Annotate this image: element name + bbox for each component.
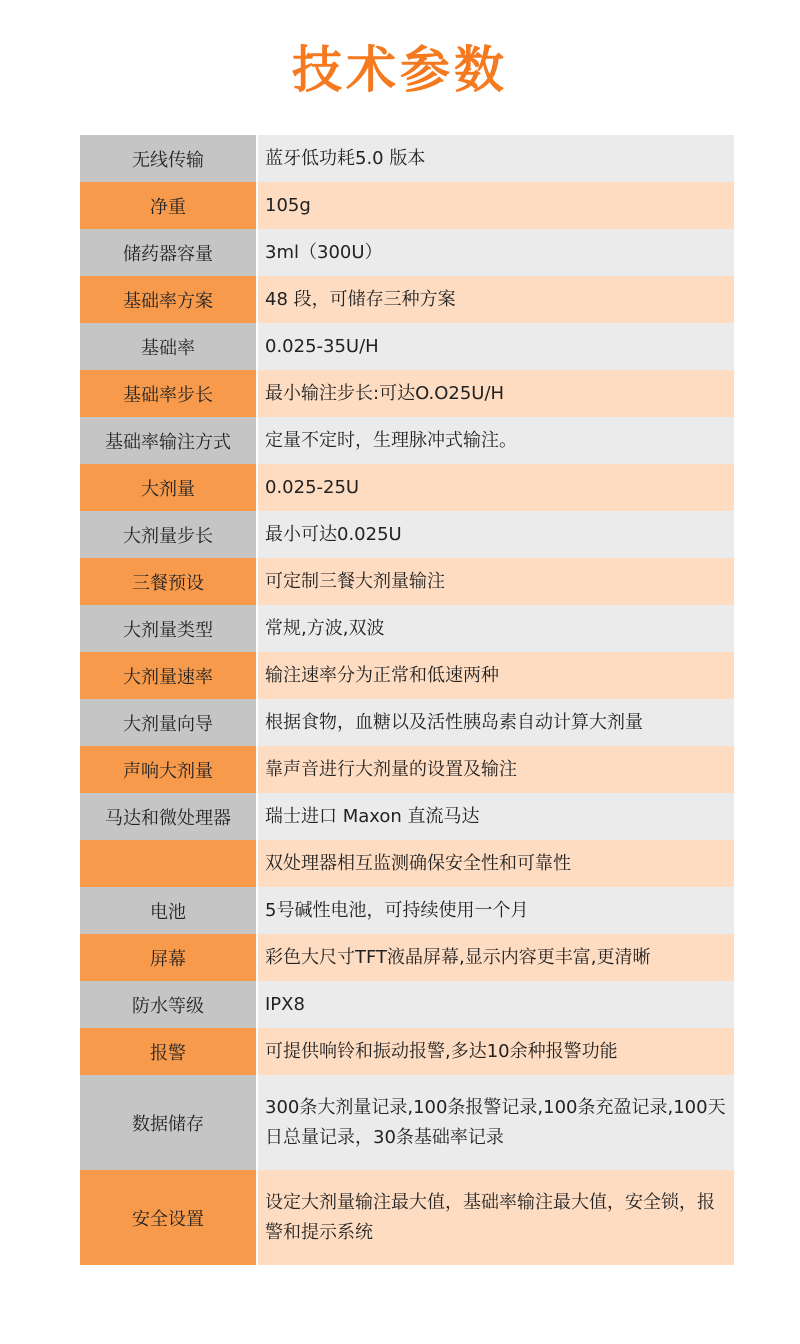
spec-table	[80, 135, 734, 1265]
table-row	[80, 417, 734, 464]
table-row	[80, 558, 734, 605]
row-value: 48 段，可储存三种方案	[257, 276, 734, 323]
table-row	[80, 605, 734, 652]
row-label: 大剂量步长	[80, 511, 257, 558]
row-label: 基础率方案	[80, 276, 257, 323]
row-label: 基础率步长	[80, 370, 257, 417]
table-row	[80, 464, 734, 511]
row-value: 蓝牙低功耗5.0 版本	[257, 135, 734, 182]
table-row	[80, 981, 734, 1028]
table-row	[80, 699, 734, 746]
row-value: 300条大剂量记录,100条报警记录,100条充盈记录,100天日总量记录，30条基础率记录	[257, 1075, 734, 1170]
row-value: 0.025-35U/H	[257, 323, 734, 370]
table-row	[80, 1170, 734, 1265]
row-value: 3ml（300U）	[257, 229, 734, 276]
table-row	[80, 511, 734, 558]
row-value: 可提供响铃和振动报警,多达10余种报警功能	[257, 1028, 734, 1075]
table-row	[80, 746, 734, 793]
row-label: 基础率	[80, 323, 257, 370]
row-label: 屏幕	[80, 934, 257, 981]
row-label: 大剂量	[80, 464, 257, 511]
row-label: 报警	[80, 1028, 257, 1075]
row-label: 基础率输注方式	[80, 417, 257, 464]
row-label: 防水等级	[80, 981, 257, 1028]
row-label: 三餐预设	[80, 558, 257, 605]
row-value: 最小输注步长:可达O.O25U/H	[257, 370, 734, 417]
table-row	[80, 370, 734, 417]
row-value: 双处理器相互监测确保安全性和可靠性	[257, 840, 734, 887]
table-row	[80, 652, 734, 699]
row-value: 0.025-25U	[257, 464, 734, 511]
row-label: 数据储存	[80, 1075, 257, 1170]
row-value: 瑞士进口 Maxon 直流马达	[257, 793, 734, 840]
row-value: 105g	[257, 182, 734, 229]
row-label: 大剂量向导	[80, 699, 257, 746]
table-row	[80, 793, 734, 840]
row-value: 最小可达0.025U	[257, 511, 734, 558]
row-value: 根据食物，血糖以及活性胰岛素自动计算大剂量	[257, 699, 734, 746]
table-row	[80, 135, 734, 182]
table-row	[80, 229, 734, 276]
table-row	[80, 323, 734, 370]
row-label: 安全设置	[80, 1170, 257, 1265]
table-row	[80, 840, 734, 887]
table-row	[80, 1028, 734, 1075]
row-label: 马达和微处理器	[80, 793, 257, 840]
row-value: 可定制三餐大剂量输注	[257, 558, 734, 605]
table-row	[80, 1075, 734, 1170]
row-label: 无线传输	[80, 135, 257, 182]
row-value: 定量不定时，生理脉冲式输注。	[257, 417, 734, 464]
row-label: 储药器容量	[80, 229, 257, 276]
row-label	[80, 840, 257, 887]
row-value: 设定大剂量输注最大值，基础率输注最大值，安全锁，报警和提示系统	[257, 1170, 734, 1265]
page-title: 技术参数	[292, 41, 508, 99]
row-value: 常规,方波,双波	[257, 605, 734, 652]
row-label: 大剂量速率	[80, 652, 257, 699]
row-value: 输注速率分为正常和低速两种	[257, 652, 734, 699]
row-value: 靠声音进行大剂量的设置及输注	[257, 746, 734, 793]
table-row	[80, 276, 734, 323]
row-value: 5号碱性电池，可持续使用一个月	[257, 887, 734, 934]
row-value: 彩色大尺寸TFT液晶屏幕,显示内容更丰富,更清晰	[257, 934, 734, 981]
row-label: 净重	[80, 182, 257, 229]
row-value: IPX8	[257, 981, 734, 1028]
row-label: 声响大剂量	[80, 746, 257, 793]
table-row	[80, 934, 734, 981]
table-row	[80, 182, 734, 229]
row-label: 大剂量类型	[80, 605, 257, 652]
row-label: 电池	[80, 887, 257, 934]
table-row	[80, 887, 734, 934]
